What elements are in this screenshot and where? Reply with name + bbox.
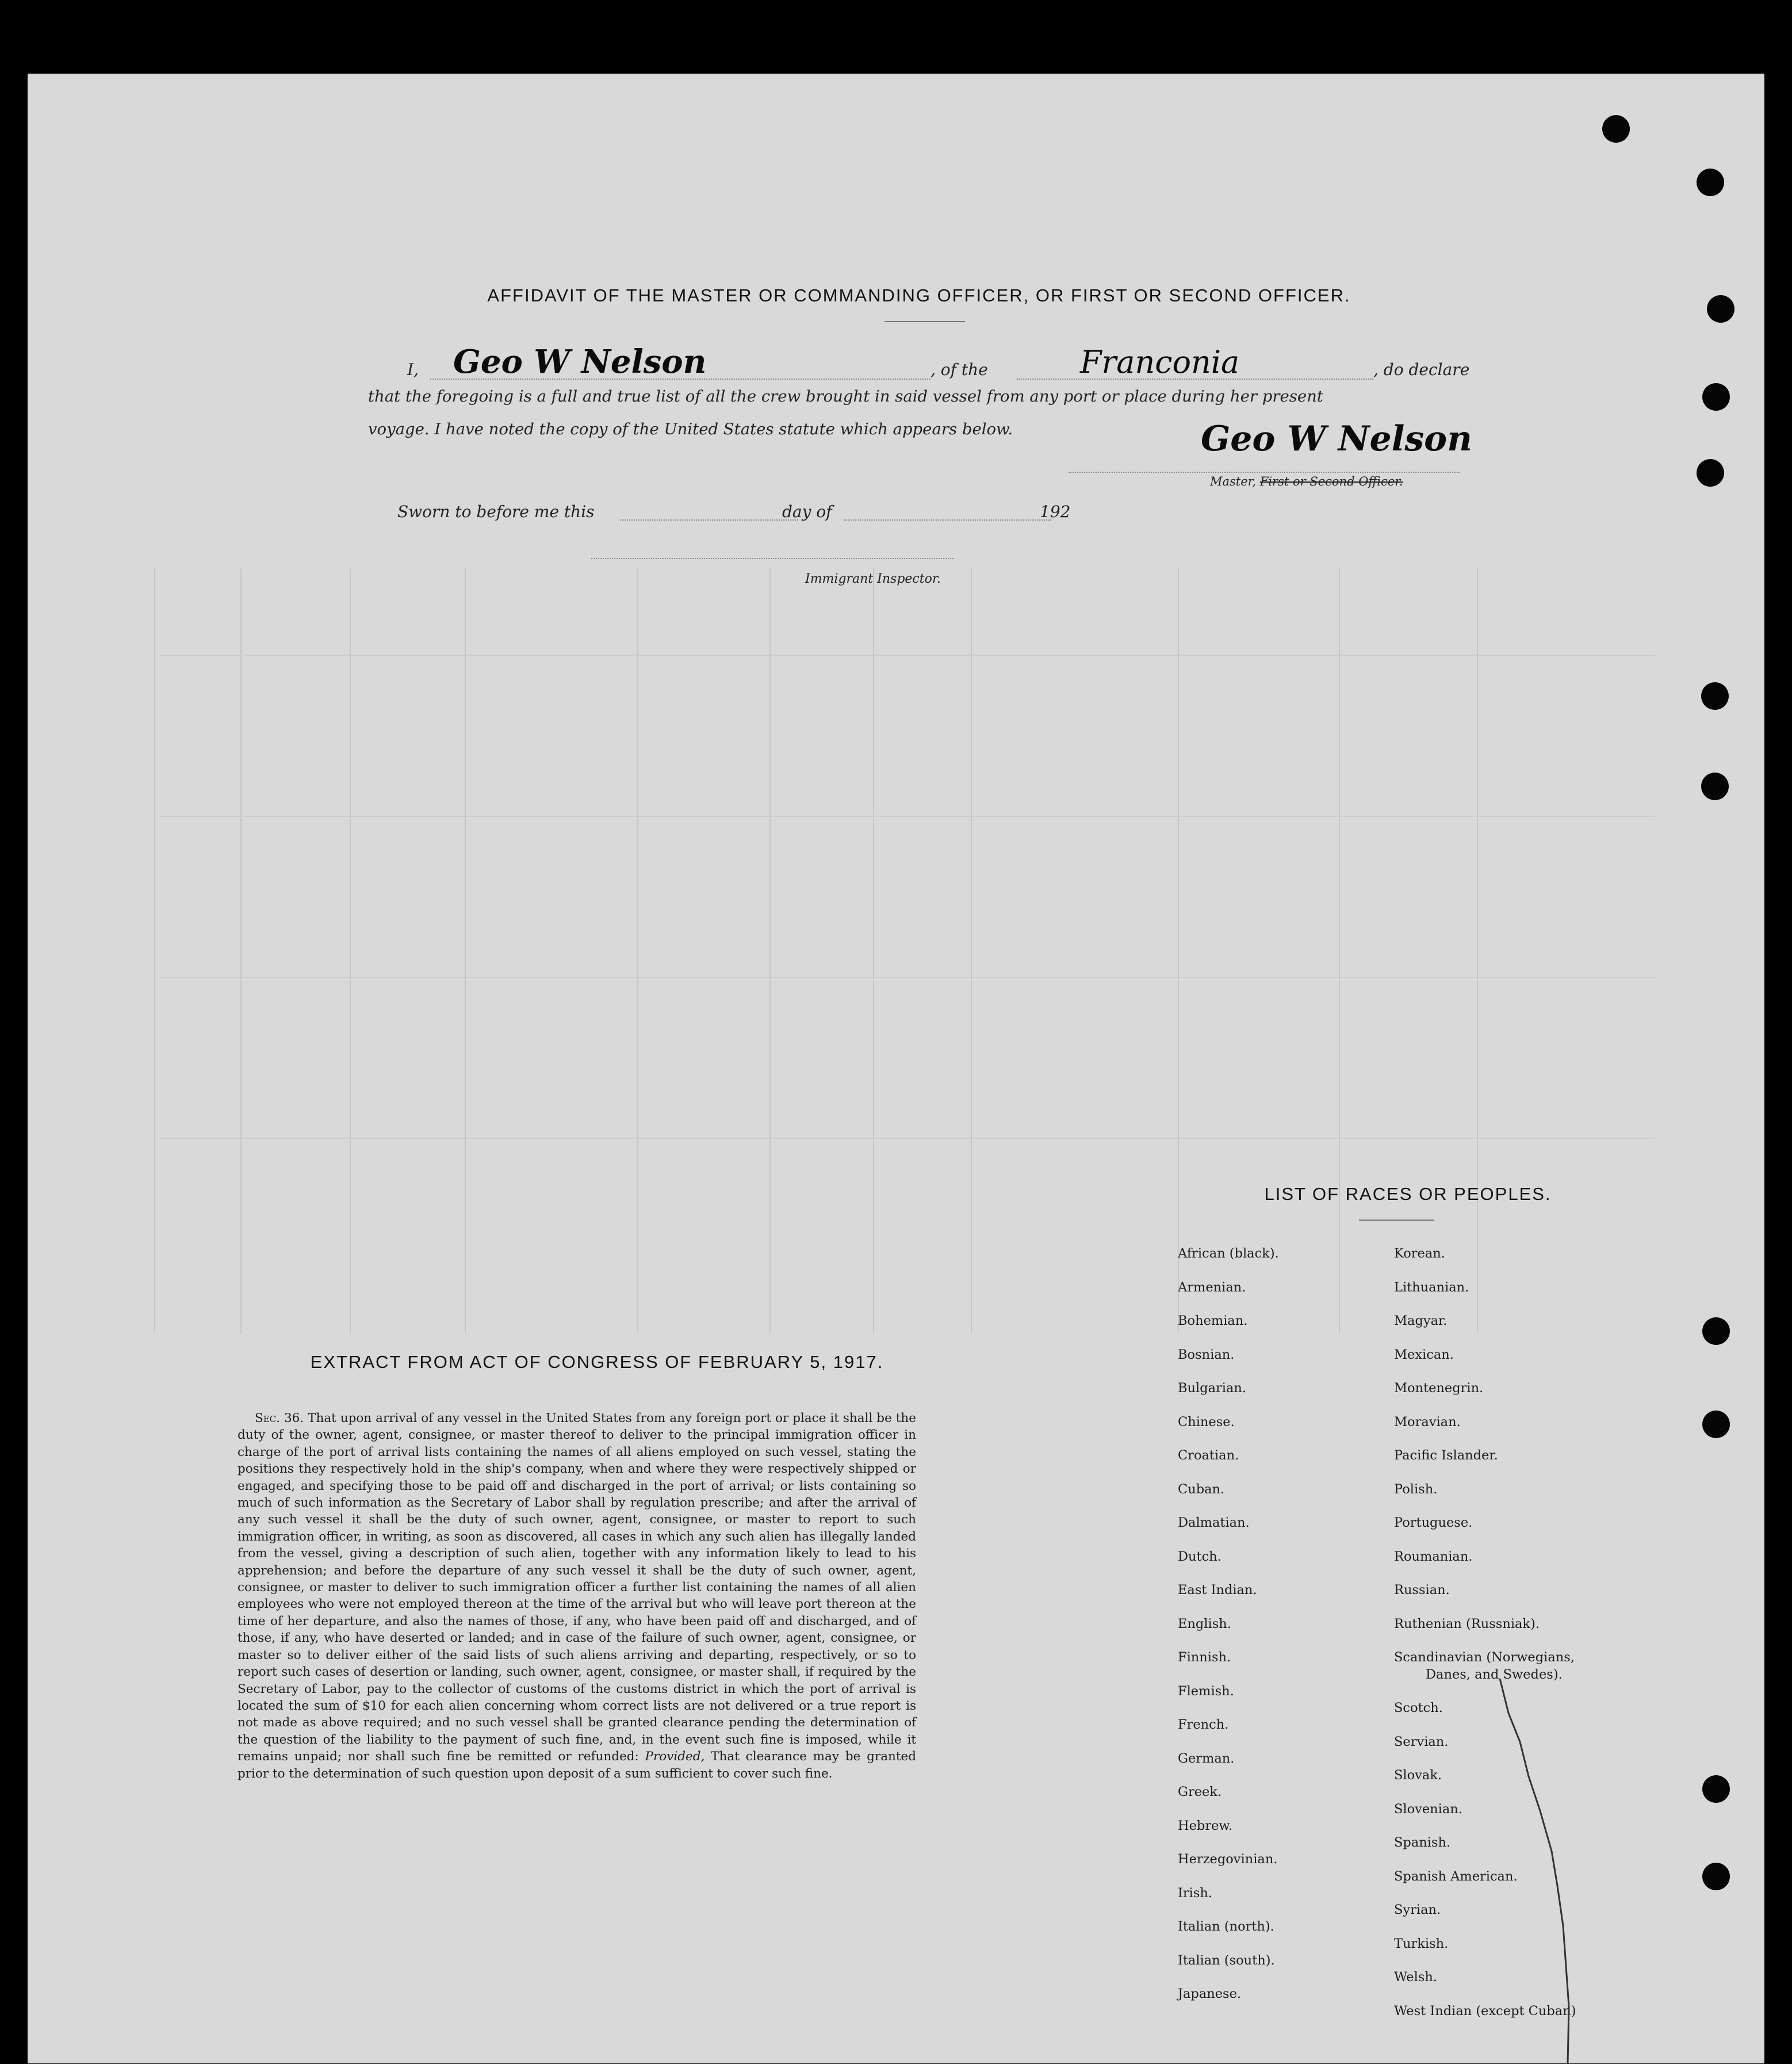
sworn-day-line: [620, 519, 798, 521]
punch-hole: [1701, 773, 1729, 800]
race-item: German.: [1178, 1750, 1235, 1766]
race-item: Servian.: [1394, 1734, 1449, 1749]
extract-title: EXTRACT FROM ACT OF CONGRESS OF FEBRUARY 5, 1917.: [310, 1352, 884, 1372]
signature-line: [1069, 472, 1460, 473]
races-left-column: [1178, 1245, 1279, 2019]
race-item: Hebrew.: [1178, 1818, 1233, 1833]
punch-hole: [1702, 1317, 1730, 1345]
extract-proviso: Provided,: [645, 1749, 705, 1764]
master-label-text: Master,: [1210, 475, 1257, 488]
bleed-through-line: [240, 568, 242, 1333]
races-title: LIST OF RACES OR PEOPLES.: [1264, 1184, 1552, 1204]
declaration-of-the: , of the: [931, 360, 988, 379]
bleed-through-line: [350, 568, 351, 1333]
race-item: Bohemian.: [1178, 1313, 1248, 1328]
punch-hole: [1602, 115, 1630, 143]
punch-hole: [1697, 459, 1724, 487]
race-item: West Indian (except Cuban): [1394, 2003, 1576, 2019]
race-item: Italian (south).: [1178, 1952, 1275, 1968]
race-item: Moravian.: [1394, 1414, 1461, 1429]
bleed-through-line: [1477, 568, 1478, 1333]
races-title-underline: [1359, 1220, 1434, 1221]
inspector-signature-line: [591, 558, 954, 559]
race-item: Dutch.: [1178, 1549, 1222, 1564]
inspector-label: Immigrant Inspector.: [805, 572, 941, 586]
race-item: Pacific Islander.: [1394, 1448, 1498, 1463]
race-item-line: Danes, and Swedes).: [1426, 1667, 1563, 1682]
bleed-through-line: [160, 816, 1655, 817]
race-item: Chinese.: [1178, 1414, 1235, 1429]
race-item: Cuban.: [1178, 1481, 1225, 1497]
race-item: Italian (north).: [1178, 1919, 1274, 1934]
race-item: Finnish.: [1178, 1650, 1231, 1665]
title-underline: [884, 321, 965, 322]
sworn-month-line: [844, 519, 1051, 521]
race-item: Syrian.: [1394, 1902, 1441, 1917]
master-label: [1210, 475, 1403, 488]
race-item: Spanish.: [1394, 1835, 1451, 1850]
bleed-through-line: [160, 1138, 1655, 1139]
extract-section: Sec. 36.: [255, 1411, 304, 1425]
race-item: Dalmatian.: [1178, 1515, 1250, 1530]
race-item: Croatian.: [1178, 1448, 1239, 1463]
race-item: Korean.: [1394, 1246, 1445, 1261]
race-item: Mexican.: [1394, 1347, 1454, 1362]
declaration-prefix: I,: [407, 360, 419, 379]
punch-hole: [1707, 295, 1734, 323]
race-item: Japanese.: [1178, 1986, 1242, 2001]
race-item: Roumanian.: [1394, 1549, 1473, 1564]
race-item: Magyar.: [1394, 1313, 1448, 1328]
race-item: Russian.: [1394, 1583, 1450, 1597]
punch-hole: [1702, 1863, 1730, 1890]
race-item: Flemish.: [1178, 1683, 1234, 1699]
race-item: Slovak.: [1394, 1768, 1442, 1783]
race-item: Montenegrin.: [1394, 1381, 1484, 1396]
race-item: Portuguese.: [1394, 1515, 1473, 1530]
race-item: Slovenian.: [1394, 1801, 1462, 1817]
punch-hole: [1701, 682, 1729, 710]
punch-hole: [1697, 169, 1724, 196]
punch-hole: [1702, 1775, 1730, 1803]
race-item: Herzegovinian.: [1178, 1852, 1278, 1867]
sworn-prefix: Sworn to before me this: [397, 502, 595, 521]
race-item: East Indian.: [1178, 1583, 1257, 1597]
punch-hole: [1702, 1411, 1730, 1438]
extract-text-1: That upon arrival of any vessel in the United States from any foreign port or place it shall be the duty of the owner, agent, consignee, or master thereof to deliver to the principal immigration officer in charge of the port of arrival lists containing the names of all aliens employed on such vessel, stating the positions they respectively hold in the ship's company, when and where they were respectively shipped or engaged, and specifying those to be paid off and discharged in the port of arrival; or lists containing so much of such information as the Secretary of Labor shall by regulation prescribe; and after the arrival of any such vessel it shall be the duty of such owner, agent, consignee, or master to report to such immigration officer, in writing, as soon as discovered, all cases in which any such alien has illegally landed from the vessel, giving a description of such alien, together with any information likely to lead to his apprehension; and before the departure of any such vessel it shall be the duty of such owner, agent, consignee, or master to deliver to such immigration officer a further list containing the names of all alien employees who were not employed thereon at the time of the arrival but who will leave port thereon at the time of her departure, and also the names of those, if any, who have been paid off and discharged, and of those, if any, who have deserted or landed; and in case of the failure of such owner, agent, consignee, or master so to deliver either of the said lists of such aliens arriving and departing, respectively, or so to report such cases of desertion or landing, such owner, agent, consignee, or master shall, if required by the Secretary of Labor, pay to the collector of customs of the customs district in which the port of arrival is located the sum of $10 for each alien concerning whom correct lists are not delivered or a true report is not made as above required; and no such vessel shall be granted clearance pending the determination of the question of the liability to the payment of such fine, and, in the event such fine is imposed, while it remains unpaid; nor shall such fine be remitted or refunded:: [238, 1411, 916, 1764]
sworn-day-of: day of: [782, 502, 832, 521]
race-item: Spanish American.: [1394, 1868, 1518, 1884]
bleed-through-line: [971, 568, 972, 1333]
bleed-through-line: [465, 568, 466, 1333]
bleed-through-line: [160, 977, 1655, 978]
race-item: Greek.: [1178, 1784, 1222, 1799]
race-item: Armenian.: [1178, 1279, 1246, 1295]
document-page: [28, 74, 1764, 2063]
race-item: Lithuanian.: [1394, 1279, 1469, 1295]
race-item: French.: [1178, 1717, 1229, 1732]
bleed-through-line: [873, 568, 874, 1333]
declaration-line-2: that the foregoing is a full and true list of all the crew brought in said vessel from any port or place during her present: [368, 387, 1323, 406]
race-item: Turkish.: [1394, 1936, 1449, 1951]
race-item: Welsh.: [1394, 1970, 1437, 1985]
race-item: Bulgarian.: [1178, 1381, 1247, 1396]
bleed-through-line: [1339, 568, 1340, 1333]
race-item: Scotch.: [1394, 1700, 1443, 1715]
punch-hole: [1702, 383, 1730, 411]
extract-text-2: That clearance may be granted prior to the determination of such question upon deposit of a sum sufficient to cover such fine.: [238, 1749, 916, 1781]
sworn-year: 192: [1040, 502, 1071, 521]
race-item-line: Scandinavian (Norwegians,: [1394, 1650, 1575, 1665]
affidavit-title: AFFIDAVIT OF THE MASTER OR COMMANDING OFFICER, OR FIRST OR SECOND OFFICER.: [487, 285, 1351, 305]
race-item: Polish.: [1394, 1481, 1438, 1497]
race-item: English.: [1178, 1616, 1231, 1631]
master-struck-text: First or Second Officer.: [1259, 475, 1403, 488]
extract-body: [238, 1410, 916, 1782]
declaration-do-declare: , do declare: [1373, 360, 1470, 379]
vessel-name-handwriting: Franconia: [1080, 344, 1240, 380]
master-signature: Geo W Nelson: [1201, 419, 1472, 459]
bleed-through-line: [637, 568, 638, 1333]
race-item: African (black).: [1178, 1246, 1279, 1261]
race-item: Bosnian.: [1178, 1347, 1235, 1362]
race-item: Ruthenian (Russniak).: [1394, 1616, 1540, 1631]
paper-crack: [1465, 1679, 1592, 2064]
race-item: Irish.: [1178, 1885, 1213, 1901]
bleed-through-line: [160, 655, 1655, 656]
bleed-through-line: [1178, 568, 1179, 1333]
declaration-line-3: voyage. I have noted the copy of the United States statute which appears below.: [368, 420, 1013, 438]
signer-name-handwriting: Geo W Nelson: [453, 343, 707, 381]
bleed-through-line: [769, 568, 771, 1333]
bleed-through-line: [154, 568, 155, 1333]
